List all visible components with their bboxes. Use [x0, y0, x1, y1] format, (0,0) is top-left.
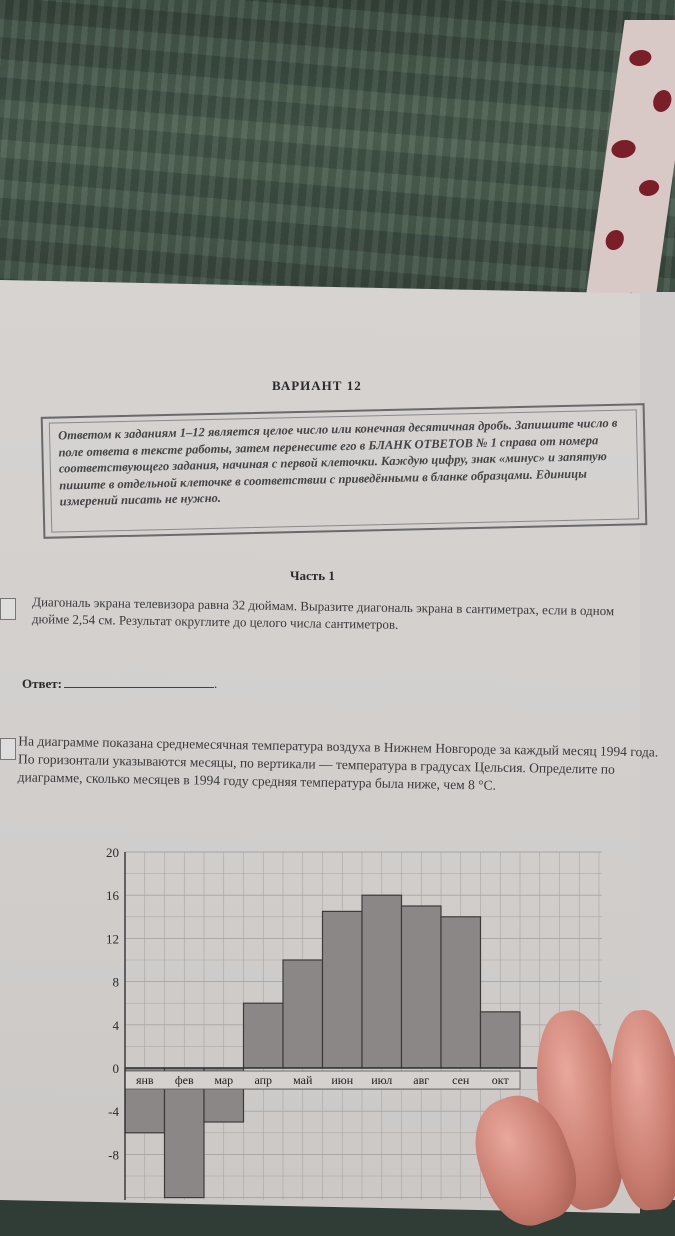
bar-июн [323, 911, 363, 1068]
x-tick-label: апр [254, 1073, 273, 1087]
task1-text: Диагональ экрана телевизора равна 32 дюймам. Выразите диагональ экрана в сантиметрах, если в одном дюйме 2,54 см. Результат округлите до целого числа сантиметров. [31, 594, 615, 632]
task2-text: На диаграмме показана среднемесячная температура воздуха в Нижнем Новгороде за каждый месяц 1994 года. По горизонтали указываются месяцы, по вертикали — температура в градусах Цельсия. Определите по диаграмме, сколько месяцев в 1994 году средняя температура была ниже, чем 8 °С. [17, 733, 659, 793]
bar-авг [402, 906, 442, 1068]
bar-апр [244, 1003, 284, 1068]
bar-окт [481, 1012, 521, 1068]
bar-сен [441, 917, 481, 1068]
y-tick-label: 8 [112, 974, 119, 990]
y-tick-label: 20 [106, 845, 119, 860]
y-tick-label: 0 [112, 1061, 119, 1076]
instructions-text: Ответом к заданиям 1–12 является целое число или конечная десятичная дробь. Запишите число в поле ответа в тексте работы, затем перенесите его в БЛАНК ОТВЕТОВ № 1 справа от номера соответствующего задания, начиная с первой клеточки. Каждую цифру, знак «минус» и запятую пишите в отдельной клеточке в соответствии с приведёнными в бланке образцами. Единицы измерений писать не нужно. [49, 409, 639, 532]
x-tick-label: авг [413, 1073, 430, 1087]
x-tick-label: сен [452, 1073, 470, 1087]
x-tick-label: июн [331, 1073, 354, 1087]
x-tick-label: фев [174, 1073, 194, 1087]
y-tick-label: -8 [108, 1147, 119, 1163]
x-tick-label: янв [135, 1073, 154, 1087]
y-tick-label: 16 [106, 888, 119, 904]
variant-title: ВАРИАНТ 12 [272, 378, 362, 393]
x-tick-label: июл [371, 1073, 393, 1087]
x-tick-label: окт [491, 1073, 509, 1087]
y-tick-label: -4 [108, 1104, 119, 1120]
x-tick-label: май [293, 1073, 313, 1087]
bar-май [283, 960, 323, 1068]
bar-июл [362, 895, 402, 1068]
x-tick-label: мар [214, 1073, 234, 1087]
answer-label: Ответ: [22, 676, 63, 691]
y-tick-label: 12 [106, 931, 119, 947]
part-title: Часть 1 [290, 568, 335, 583]
answer-line: Ответ: . [22, 676, 218, 691]
y-tick-label: 4 [112, 1017, 119, 1033]
